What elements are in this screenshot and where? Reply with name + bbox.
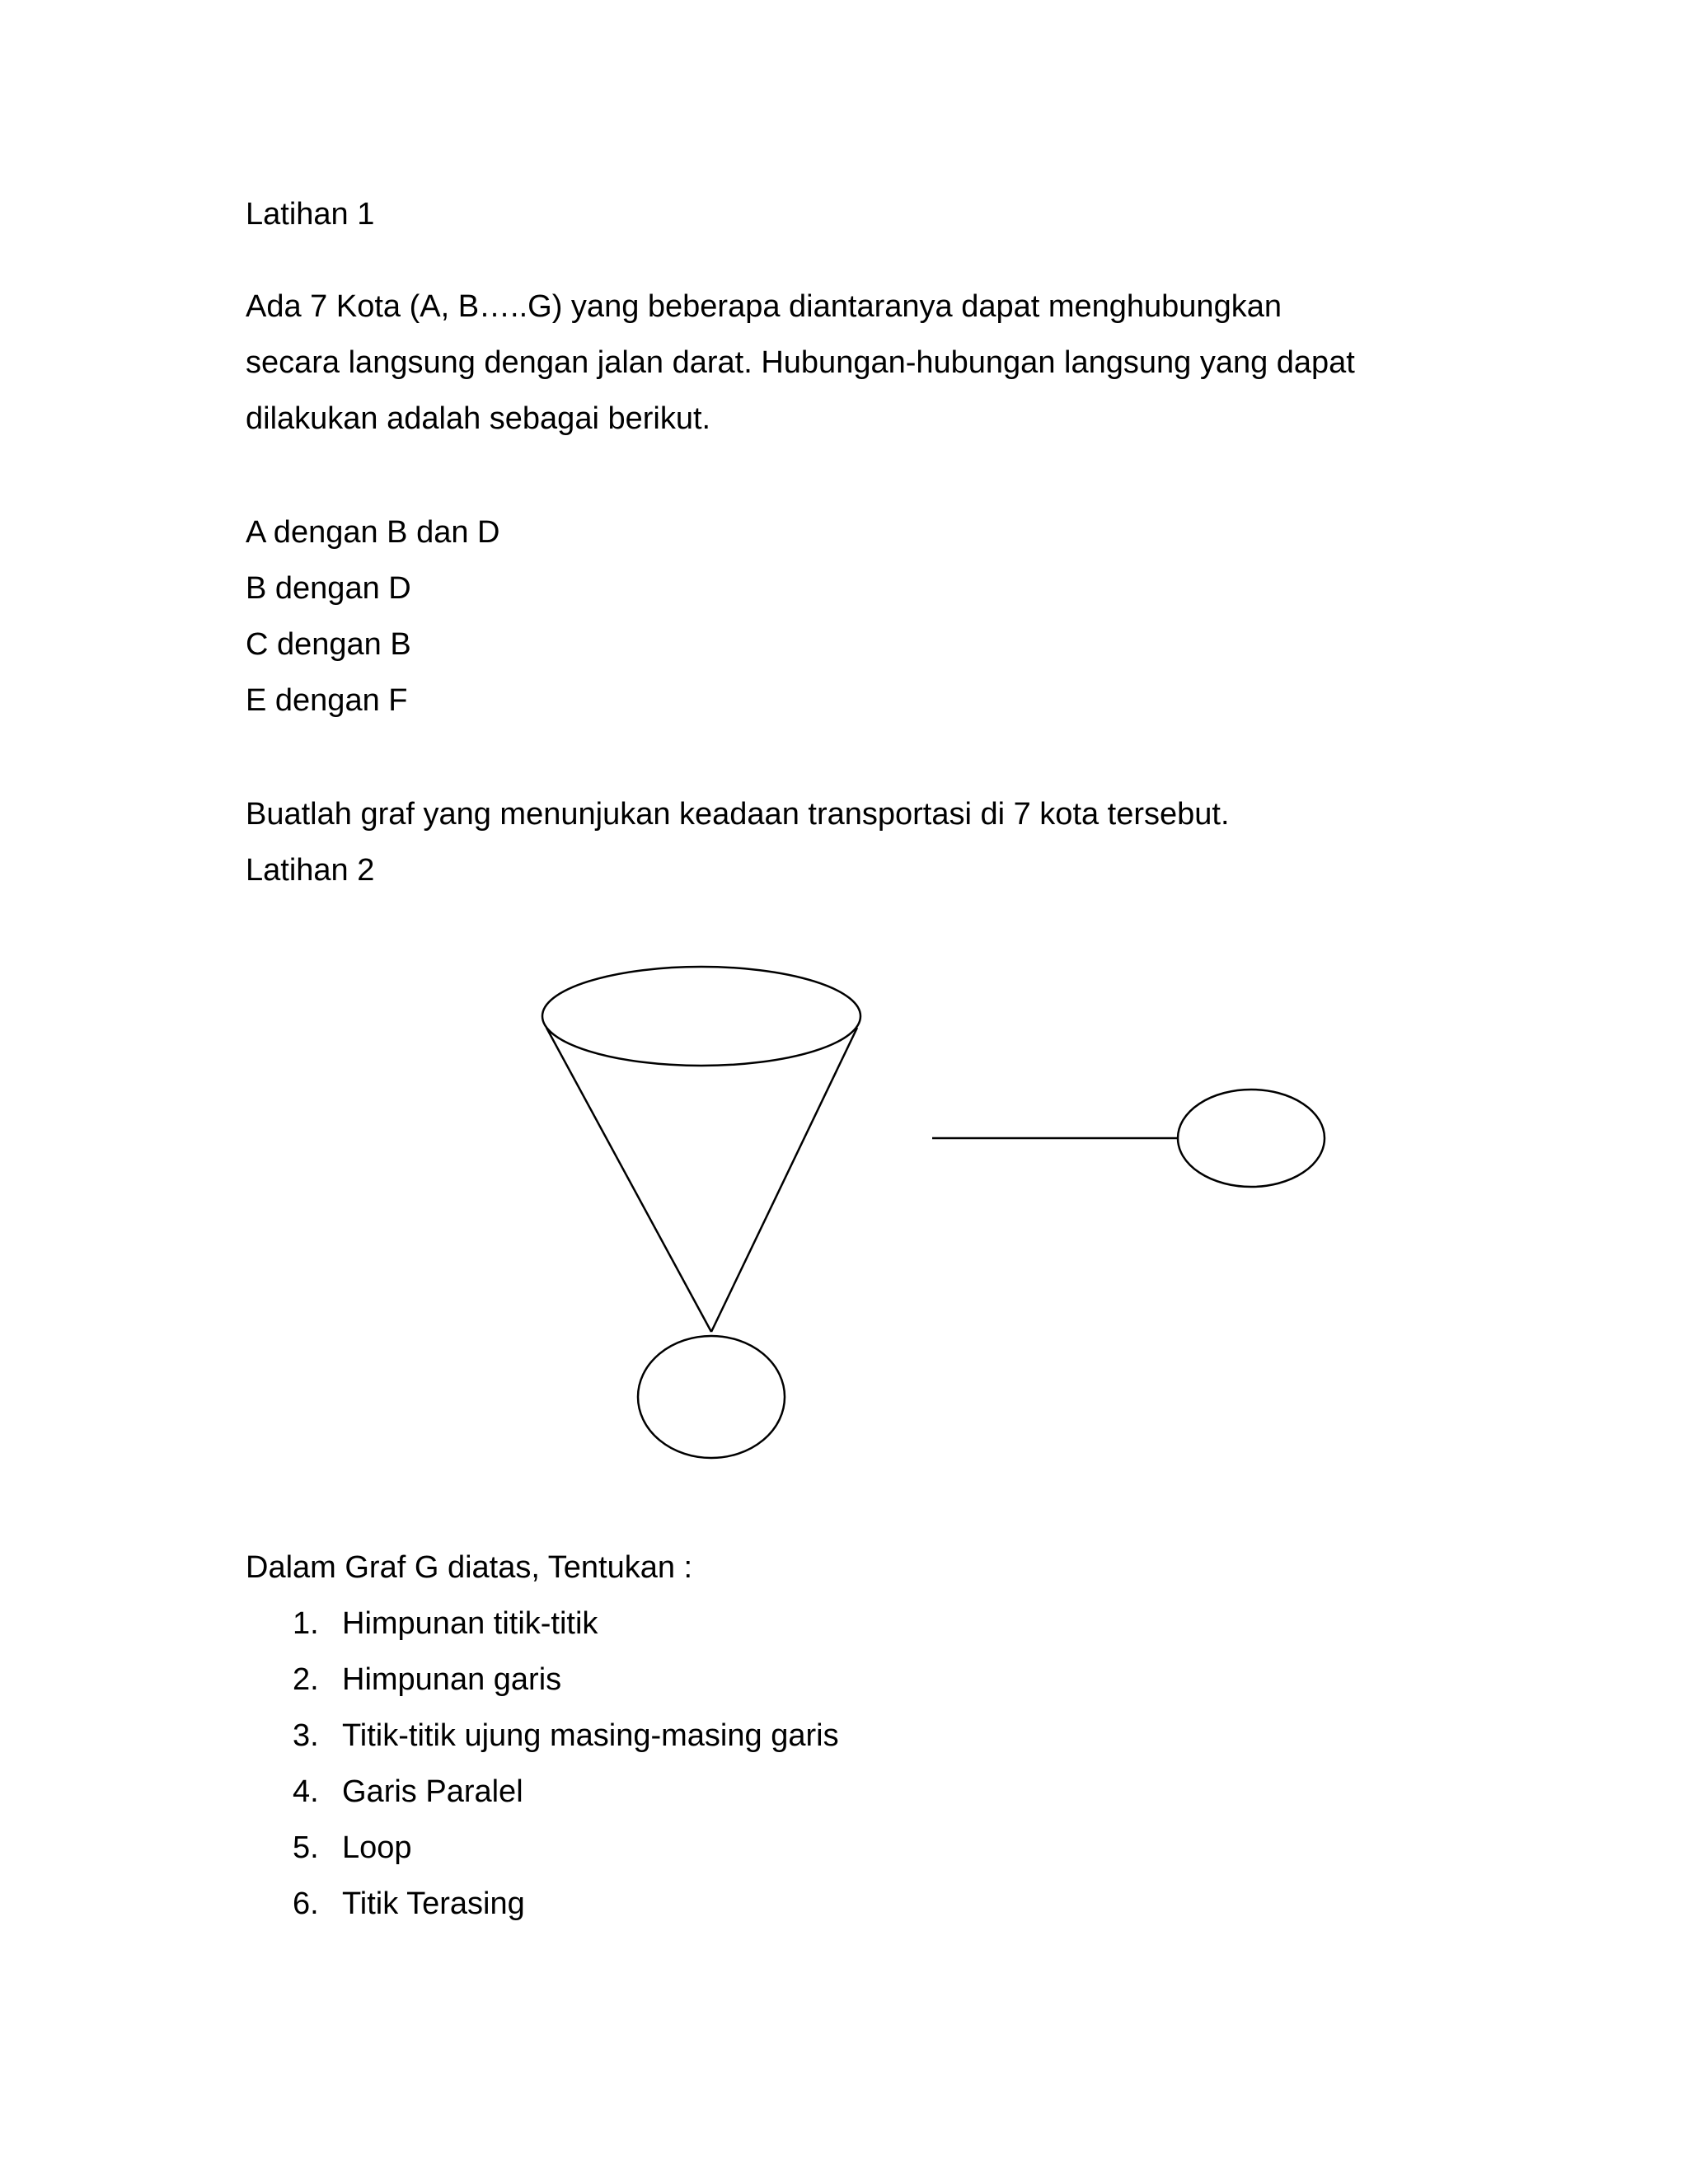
graph-vertex-top-ellipse — [542, 967, 860, 1066]
question-text: Titik Terasing — [342, 1886, 525, 1921]
question-number: 2. — [293, 1662, 319, 1697]
graph-vertex-bottom — [638, 1336, 785, 1458]
question-number: 1. — [293, 1606, 319, 1641]
paragraph-line-1: Ada 7 Kota (A, B…..G) yang beberapa diantaranya dapat menghubungkan — [246, 289, 1282, 324]
question-intro: Dalam Graf G diatas, Tentukan : — [246, 1550, 693, 1585]
paragraph-line-3: dilakukan adalah sebagai berikut. — [246, 401, 711, 436]
connection-item: A dengan B dan D — [246, 515, 500, 550]
question-item — [293, 1886, 525, 1922]
question-text: Himpunan titik-titik — [342, 1606, 598, 1641]
question-text: Loop — [342, 1830, 412, 1865]
question-item — [293, 1830, 412, 1866]
question-item — [293, 1718, 839, 1754]
connection-item: E dengan F — [246, 683, 408, 718]
question-number: 5. — [293, 1830, 319, 1865]
question-number: 3. — [293, 1718, 319, 1753]
heading-latihan-2: Latihan 2 — [246, 853, 375, 888]
question-text: Titik-titik ujung masing-masing garis — [342, 1718, 839, 1753]
question-number: 4. — [293, 1774, 319, 1809]
connection-item: B dengan D — [246, 571, 411, 606]
question-item — [293, 1774, 523, 1810]
question-text: Garis Paralel — [342, 1774, 523, 1809]
question-item — [293, 1661, 561, 1698]
graph-vertex-right — [1178, 1090, 1325, 1187]
question-item — [293, 1605, 598, 1642]
paragraph-line-2: secara langsung dengan jalan darat. Hubungan-hubungan langsung yang dapat — [246, 345, 1355, 380]
question-text: Himpunan garis — [342, 1662, 562, 1697]
connection-item: C dengan B — [246, 627, 411, 662]
instruction-text: Buatlah graf yang menunjukan keadaan transportasi di 7 kota tersebut. — [246, 797, 1230, 832]
heading-latihan-1: Latihan 1 — [246, 197, 375, 232]
graph-edge-right — [711, 1028, 857, 1332]
question-number: 6. — [293, 1886, 319, 1921]
graph-edge-left — [546, 1028, 711, 1332]
